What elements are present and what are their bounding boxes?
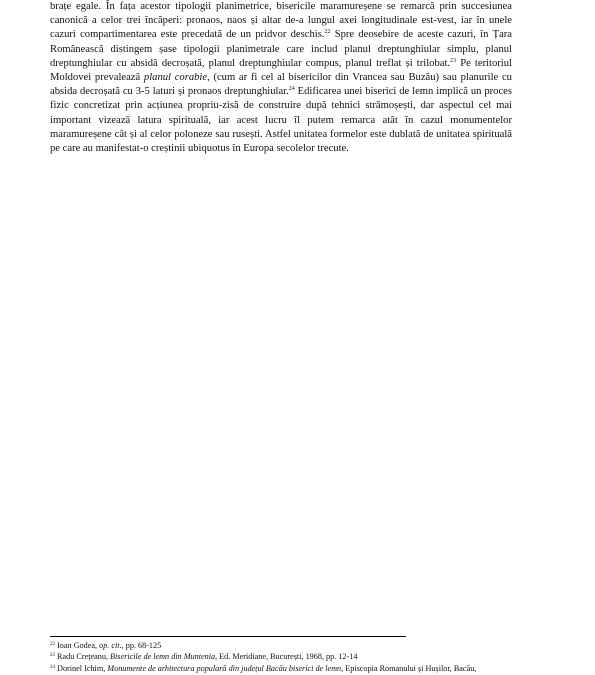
footnote-24 bbox=[50, 663, 550, 674]
footnote-separator bbox=[50, 636, 406, 637]
sentence-2: Spre deosebire de aceste cazuri, în Țara Românească distingem șase tipologii planimetrale care includ planul dreptunghiular simplu, planul dreptunghiular cu absidă decroșată, planul dreptunghiular compus, planul treflat și trilobat. bbox=[50, 29, 513, 69]
footnote-23 bbox=[50, 651, 550, 662]
footnote-number: 24 bbox=[50, 664, 55, 670]
body-paragraph bbox=[50, 0, 512, 156]
footnote-ref-24[interactable]: 24 bbox=[288, 86, 295, 93]
footnote-22 bbox=[50, 640, 550, 651]
sentence-4: Edificarea unei biserici de lemn implică un proces fizic concretizat prin acțiunea propriu-zisă de construire după tehnici strămoșești, dar aspectul cel mai important vizează latura spirituală, iar acest lucru îl putem remarca atât în cazul monumentelor maramureșene cât și al celor poloneze sau rusești. Astfel unitatea formelor este dublată de unitatea spirituală pe care au manifestat-o creștinii ubiquotus în Europa secolelor trecute. bbox=[50, 86, 512, 155]
main-text bbox=[50, 0, 512, 156]
footnote-title: op. cit. bbox=[99, 641, 122, 650]
footnote-title: Bisericile de lemn din Muntenia bbox=[110, 652, 216, 662]
sentence-3a: Pe teritoriul Moldovei prevalează bbox=[50, 57, 512, 84]
sentence-1: brațe egale. În fața acestor tipologii planimetrice, bisericile maramureșene se remarcă prin succesiunea canonică a celor trei încăperi: pronaos, naos și altar de-a lungul axei longitudinale est-vest, iar în unele cazuri compartimentarea este precedată de un pridvor deschis. bbox=[50, 1, 512, 41]
footnote-author: Radu Crețeanu, bbox=[57, 652, 111, 662]
footnote-details: , Ed. Meridiane, București, 1968, pp. 12-14 bbox=[215, 652, 358, 662]
sentence-3b: , (cum ar fi cel al bisericilor din Vrancea sau Buzău) sau planurile cu absida decroșată cu 3-5 laturi și pronaos dreptunghiular. bbox=[50, 72, 512, 98]
footnote-ref-23[interactable]: 23 bbox=[450, 57, 457, 64]
footnote-author: Dorinel Ichim, bbox=[57, 663, 108, 673]
footnote-details: , pp. 68-125 bbox=[121, 641, 162, 650]
footnote-title: Monumente de arhitectura populară din județul Bacău biserici de lemn bbox=[107, 663, 342, 673]
footnotes bbox=[50, 640, 550, 674]
footnote-ref-22[interactable]: 22 bbox=[324, 29, 331, 36]
footnote-details: , Episcopia Romanului și Hușilor, Bacău, bbox=[341, 663, 477, 673]
footnote-number: 23 bbox=[50, 653, 55, 659]
sentence-3-italic: planul corabie bbox=[143, 72, 208, 84]
footnote-number: 22 bbox=[50, 642, 55, 647]
footnote-author: Ioan Godea, bbox=[57, 641, 100, 650]
